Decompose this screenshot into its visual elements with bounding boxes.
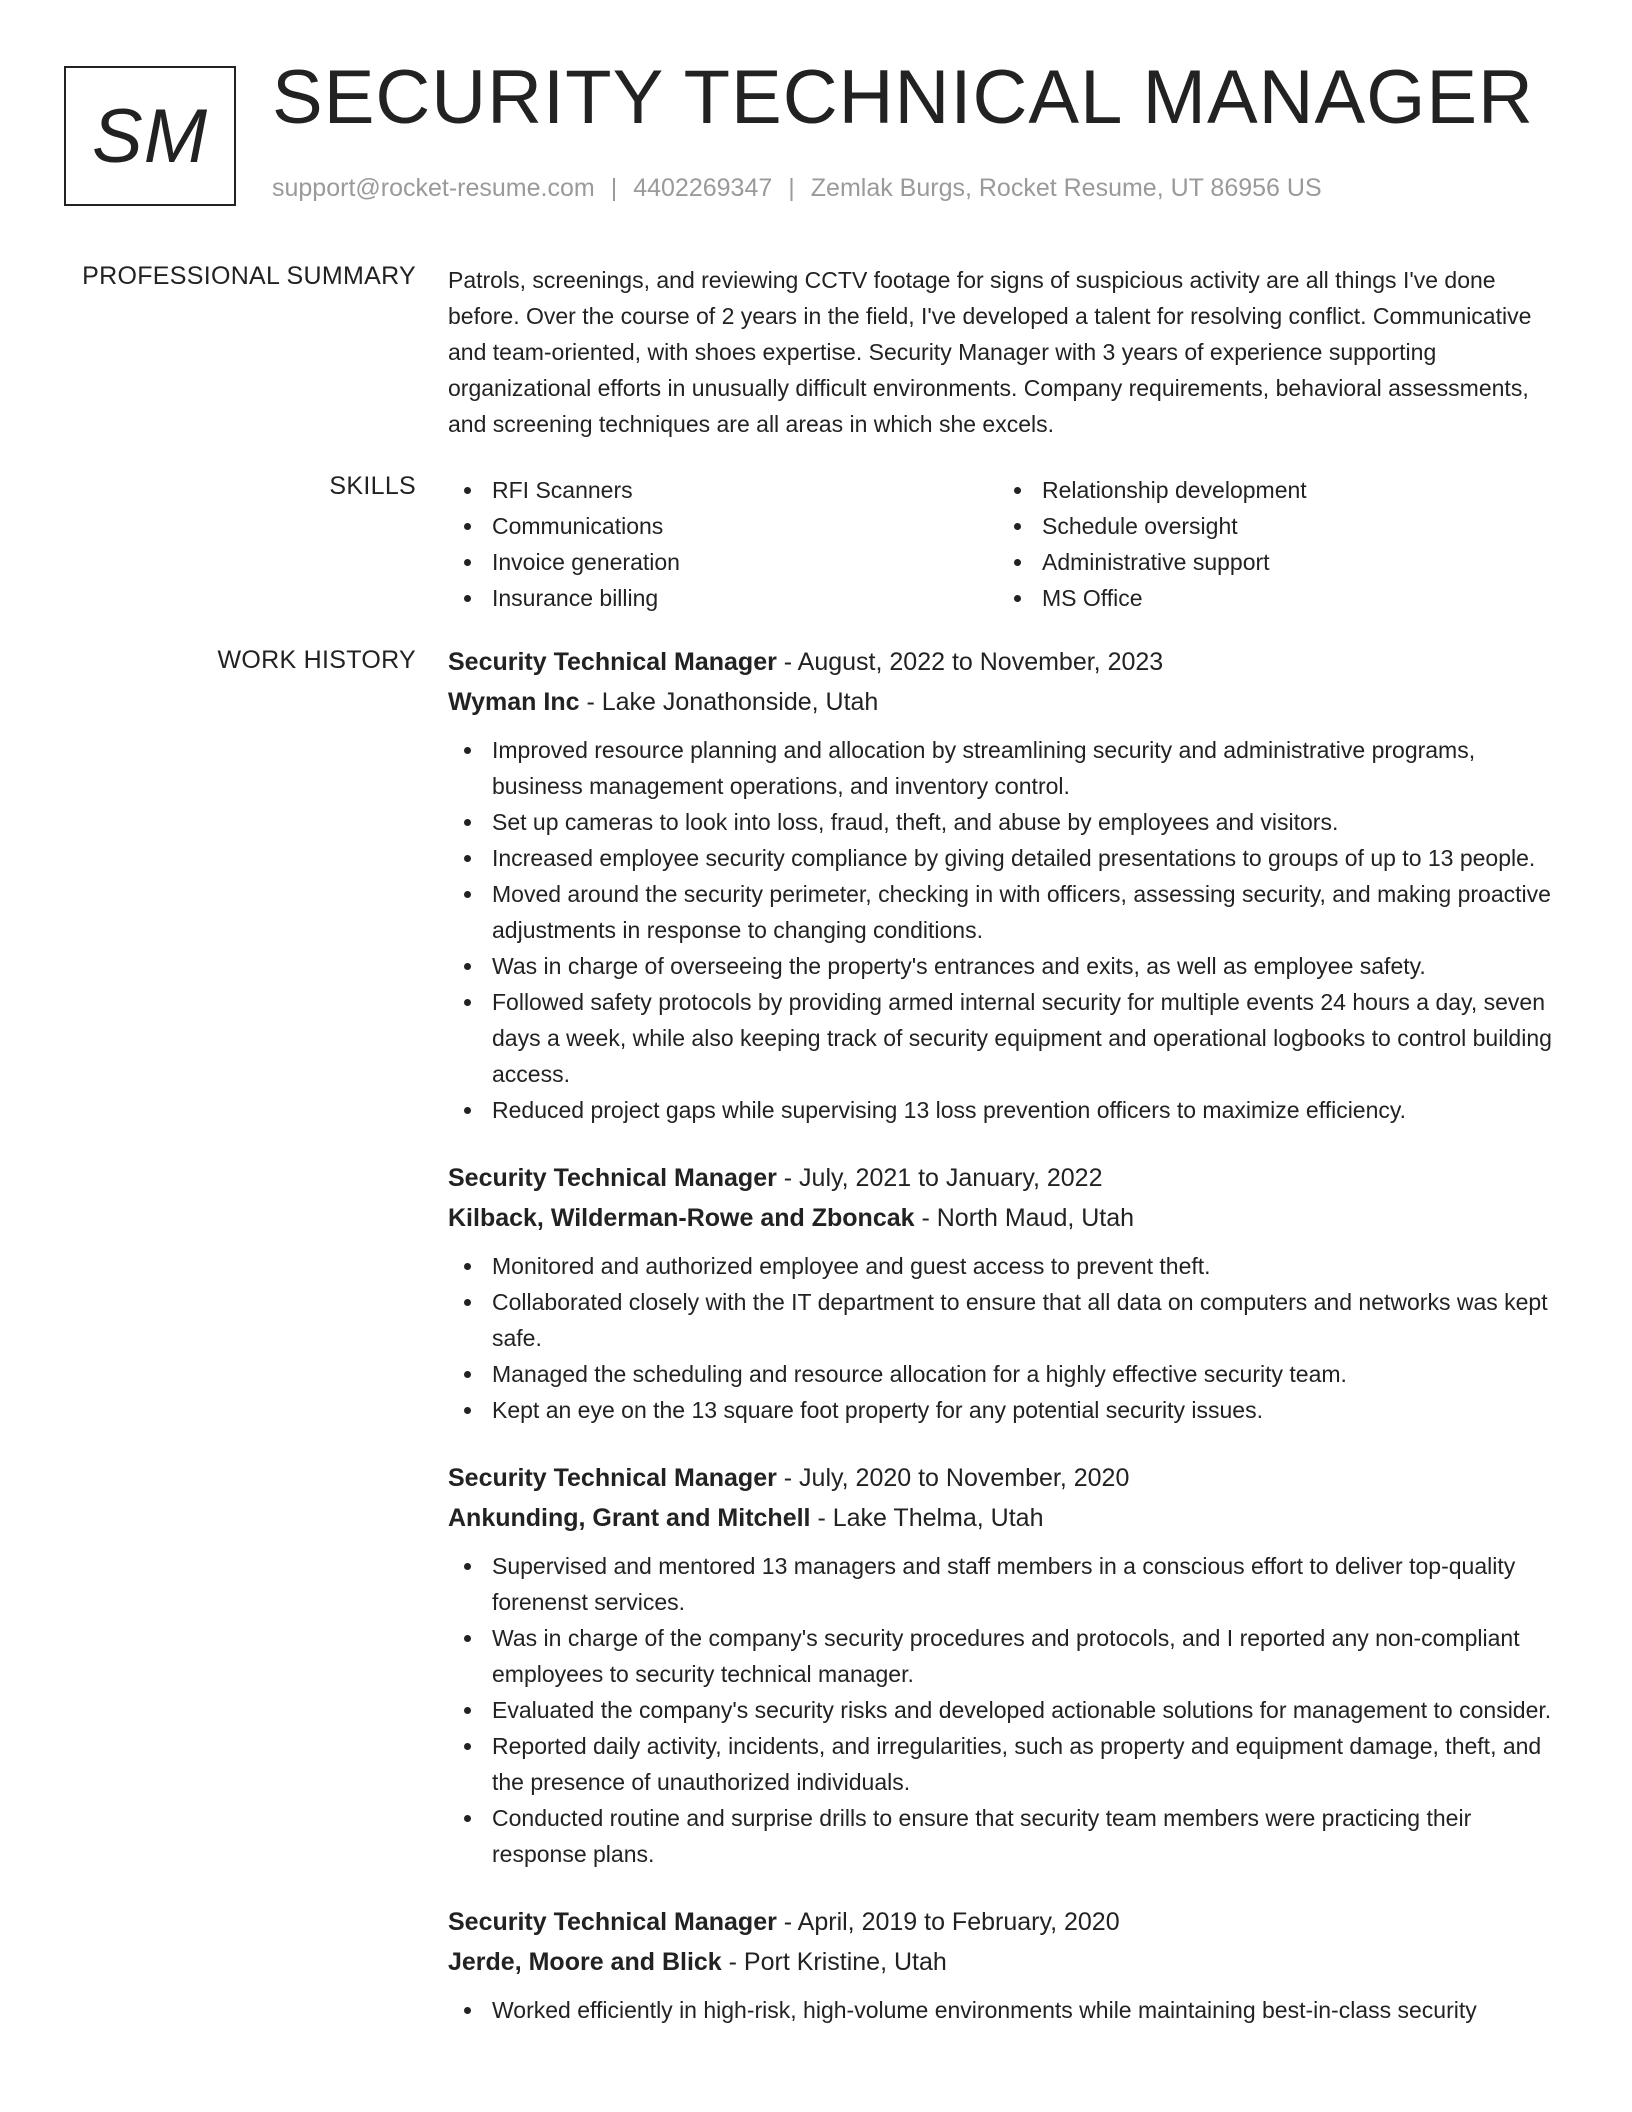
job-title-line (448, 1158, 1564, 1198)
candidate-name: SECURITY TECHNICAL MANAGER (272, 55, 1534, 140)
job-bullet: Collaborated closely with the IT department to ensure that all data on computers and networks was kept safe. (448, 1284, 1564, 1356)
skills-column-left (448, 472, 998, 616)
job-role: Security Technical Manager (448, 648, 777, 676)
skills-body (448, 472, 1564, 616)
job-bullet: Evaluated the company's security risks and developed actionable solutions for management to consider. (448, 1692, 1564, 1728)
contact-address: Zemlak Burgs, Rocket Resume, UT 86956 US (810, 174, 1322, 202)
job-entry (448, 1158, 1564, 1428)
skill-item: RFI Scanners (448, 472, 998, 508)
skill-item: Relationship development (998, 472, 1548, 508)
work-history-title: WORK HISTORY (217, 646, 416, 674)
job-bullets (448, 1248, 1564, 1428)
job-bullet: Conducted routine and surprise drills to ensure that security team members were practicing their response plans. (448, 1800, 1564, 1872)
job-company: Wyman Inc (448, 688, 580, 716)
job-bullet: Supervised and mentored 13 managers and staff members in a conscious effort to deliver top-quality forenenst services. (448, 1548, 1564, 1620)
summary-text: Patrols, screenings, and reviewing CCTV footage for signs of suspicious activity are all things I've done before. Over the course of 2 years in the field, I've developed a talent for resolving conflict. Communicative and team-oriented, with shoes expertise. Security Manager with 3 years of experience supporting organizational efforts in unusually difficult environments. Company requirements, behavioral assessments, and screening techniques are all areas in which she excels. (448, 267, 1532, 437)
contact-separator: | (788, 174, 795, 202)
job-dates: - April, 2019 to February, 2020 (776, 1908, 1120, 1936)
skill-item: Insurance billing (448, 580, 998, 616)
skill-item: Communications (448, 508, 998, 544)
contact-line (272, 174, 1322, 203)
contact-phone: 4402269347 (633, 174, 773, 202)
job-company: Ankunding, Grant and Mitchell (448, 1504, 811, 1532)
skills-grid (448, 472, 1564, 616)
job-company-line (448, 1498, 1564, 1538)
skill-item: Invoice generation (448, 544, 998, 580)
summary-body (448, 262, 1564, 442)
skill-item: Administrative support (998, 544, 1548, 580)
job-bullet: Reduced project gaps while supervising 13 loss prevention officers to maximize efficiency. (448, 1092, 1564, 1128)
job-bullet: Managed the scheduling and resource allocation for a highly effective security team. (448, 1356, 1564, 1392)
job-dates: - August, 2022 to November, 2023 (776, 648, 1164, 676)
monogram-logo: SM (64, 66, 236, 206)
job-bullet: Was in charge of overseeing the property's entrances and exits, as well as employee safety. (448, 948, 1564, 984)
job-location: - North Maud, Utah (914, 1204, 1135, 1232)
job-bullet: Followed safety protocols by providing armed internal security for multiple events 24 hours a day, seven days a week, while also keeping track of security equipment and operational logbooks to control building access. (448, 984, 1564, 1092)
job-location: - Lake Jonathonside, Utah (579, 688, 879, 716)
skill-item: MS Office (998, 580, 1548, 616)
skill-item: Schedule oversight (998, 508, 1548, 544)
contact-email: support@rocket-resume.com (272, 174, 595, 202)
job-bullet: Reported daily activity, incidents, and irregularities, such as property and equipment damage, theft, and the presence of unauthorized individuals. (448, 1728, 1564, 1800)
job-title-line (448, 642, 1564, 682)
job-company-line (448, 682, 1564, 722)
job-bullet: Increased employee security compliance by giving detailed presentations to groups of up to 13 people. (448, 840, 1564, 876)
skills-column-right (998, 472, 1548, 616)
job-role: Security Technical Manager (448, 1164, 777, 1192)
job-company-line (448, 1942, 1564, 1982)
job-company: Kilback, Wilderman-Rowe and Zboncak (448, 1204, 915, 1232)
job-title-line (448, 1458, 1564, 1498)
job-location: - Lake Thelma, Utah (810, 1504, 1044, 1532)
work-history-body (448, 642, 1564, 2058)
skills-title: SKILLS (329, 472, 416, 500)
job-entry (448, 642, 1564, 1128)
job-bullet: Set up cameras to look into loss, fraud, theft, and abuse by employees and visitors. (448, 804, 1564, 840)
job-bullets (448, 732, 1564, 1128)
job-dates: - July, 2021 to January, 2022 (776, 1164, 1103, 1192)
job-dates: - July, 2020 to November, 2020 (776, 1464, 1130, 1492)
job-bullets (448, 1992, 1564, 2028)
job-title-line (448, 1902, 1564, 1942)
job-entry (448, 1458, 1564, 1872)
job-bullet: Moved around the security perimeter, checking in with officers, assessing security, and making proactive adjustments in response to changing conditions. (448, 876, 1564, 948)
job-bullet: Worked efficiently in high-risk, high-volume environments while maintaining best-in-class security (448, 1992, 1564, 2028)
job-location: - Port Kristine, Utah (721, 1948, 947, 1976)
contact-separator: | (610, 174, 618, 202)
job-role: Security Technical Manager (448, 1908, 777, 1936)
job-company-line (448, 1198, 1564, 1238)
job-role: Security Technical Manager (448, 1464, 777, 1492)
job-bullet: Monitored and authorized employee and guest access to prevent theft. (448, 1248, 1564, 1284)
job-bullet: Kept an eye on the 13 square foot property for any potential security issues. (448, 1392, 1564, 1428)
job-entry (448, 1902, 1564, 2028)
job-bullets (448, 1548, 1564, 1872)
job-bullet: Was in charge of the company's security procedures and protocols, and I reported any non-compliant employees to security technical manager. (448, 1620, 1564, 1692)
job-company: Jerde, Moore and Blick (448, 1948, 722, 1976)
summary-title: PROFESSIONAL SUMMARY (82, 262, 416, 290)
job-bullet: Improved resource planning and allocation by streamlining security and administrative programs, business management operations, and inventory control. (448, 732, 1564, 804)
